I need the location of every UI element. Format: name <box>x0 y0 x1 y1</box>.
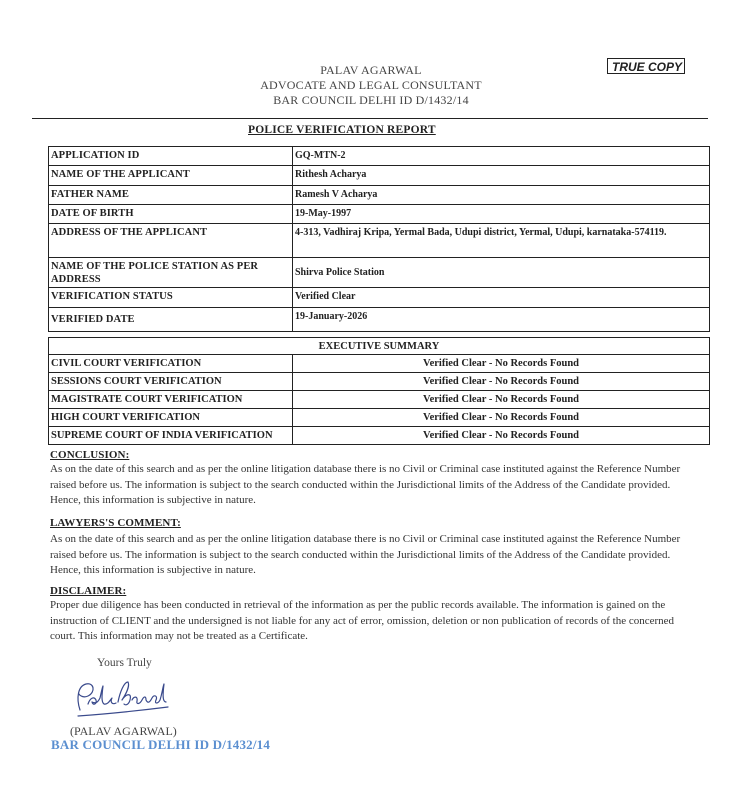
detail-value: 19-May-1997 <box>293 205 710 224</box>
table-row <box>49 391 710 409</box>
executive-summary-table <box>48 337 710 445</box>
detail-value: Verified Clear <box>293 288 710 308</box>
detail-value: Shirva Police Station <box>293 258 710 288</box>
table-row <box>49 338 710 355</box>
advocate-name: PALAV AGARWAL <box>320 63 422 77</box>
signatory-name: (PALAV AGARWAL) <box>70 724 177 738</box>
table-row <box>49 373 710 391</box>
detail-label: VERIFIED DATE <box>49 308 293 332</box>
disclaimer-heading: DISCLAIMER: <box>50 585 127 597</box>
table-row <box>49 427 710 445</box>
summary-label: MAGISTRATE COURT VERIFICATION <box>49 391 293 409</box>
summary-result: Verified Clear - No Records Found <box>293 391 710 409</box>
summary-heading: EXECUTIVE SUMMARY <box>49 338 710 355</box>
footer-bar-id: BAR COUNCIL DELHI ID D/1432/14 <box>51 737 271 752</box>
applicant-details-table <box>48 146 710 332</box>
conclusion-text: As on the date of this search and as per the online litigation database there is no Civil or Criminal case instituted against the Reference Number raised before us. The information is subject to the search conducted within the Jurisdictional limits of the Address of the Candidate provided. Hence, this information is subjective in nature. <box>50 463 681 506</box>
table-row <box>49 224 710 258</box>
summary-result: Verified Clear - No Records Found <box>293 355 710 373</box>
detail-label: ADDRESS OF THE APPLICANT <box>49 224 293 258</box>
header-divider <box>32 118 708 119</box>
advocate-title: ADVOCATE AND LEGAL CONSULTANT <box>260 78 482 92</box>
closing-text: Yours Truly <box>97 657 152 669</box>
detail-label: DATE OF BIRTH <box>49 205 293 224</box>
table-row <box>49 147 710 166</box>
detail-value: 4-313, Vadhiraj Kripa, Yermal Bada, Udupi district, Yermal, Udupi, karnataka-574119. <box>293 224 710 258</box>
table-row <box>49 409 710 427</box>
detail-value: Rithesh Acharya <box>293 166 710 186</box>
detail-label: VERIFICATION STATUS <box>49 288 293 308</box>
lawyers-comment-text: As on the date of this search and as per the online litigation database there is no Civil or Criminal case instituted against the Reference Number raised before us. The information is subject to the search conducted within the Jurisdictional limits of the Address of the Candidate provided. Hence, this information is subjective in nature. <box>50 533 681 576</box>
report-title: POLICE VERIFICATION REPORT <box>248 124 436 136</box>
table-row <box>49 355 710 373</box>
table-row <box>49 166 710 186</box>
summary-label: CIVIL COURT VERIFICATION <box>49 355 293 373</box>
disclaimer-text: Proper due diligence has been conducted in retrieval of the information as per the public records available. The information is gained on the instruction of CLIENT and the undersigned is not liable for any act of error, omission, deletion or non publication of records of the concerned court. This information may not be treated as a Certificate. <box>50 599 675 642</box>
detail-value: GQ-MTN-2 <box>293 147 710 166</box>
signature-image <box>66 674 176 720</box>
detail-label: NAME OF THE APPLICANT <box>49 166 293 186</box>
summary-result: Verified Clear - No Records Found <box>293 427 710 445</box>
table-row <box>49 205 710 224</box>
detail-value: 19-January-2026 <box>293 308 710 332</box>
detail-label: NAME OF THE POLICE STATION AS PER ADDRESS <box>49 258 293 288</box>
detail-label: FATHER NAME <box>49 186 293 205</box>
table-row <box>49 288 710 308</box>
lawyers-comment-heading: LAWYERS'S COMMENT: <box>50 517 181 529</box>
true-copy-stamp: TRUE COPY <box>607 58 685 74</box>
table-row <box>49 308 710 332</box>
table-row <box>49 186 710 205</box>
advocate-bar-id: BAR COUNCIL DELHI ID D/1432/14 <box>273 93 469 107</box>
detail-label: APPLICATION ID <box>49 147 293 166</box>
summary-label: HIGH COURT VERIFICATION <box>49 409 293 427</box>
summary-label: SESSIONS COURT VERIFICATION <box>49 373 293 391</box>
summary-result: Verified Clear - No Records Found <box>293 409 710 427</box>
summary-result: Verified Clear - No Records Found <box>293 373 710 391</box>
table-row <box>49 258 710 288</box>
summary-label: SUPREME COURT OF INDIA VERIFICATION <box>49 427 293 445</box>
conclusion-heading: CONCLUSION: <box>50 449 130 461</box>
detail-value: Ramesh V Acharya <box>293 186 710 205</box>
